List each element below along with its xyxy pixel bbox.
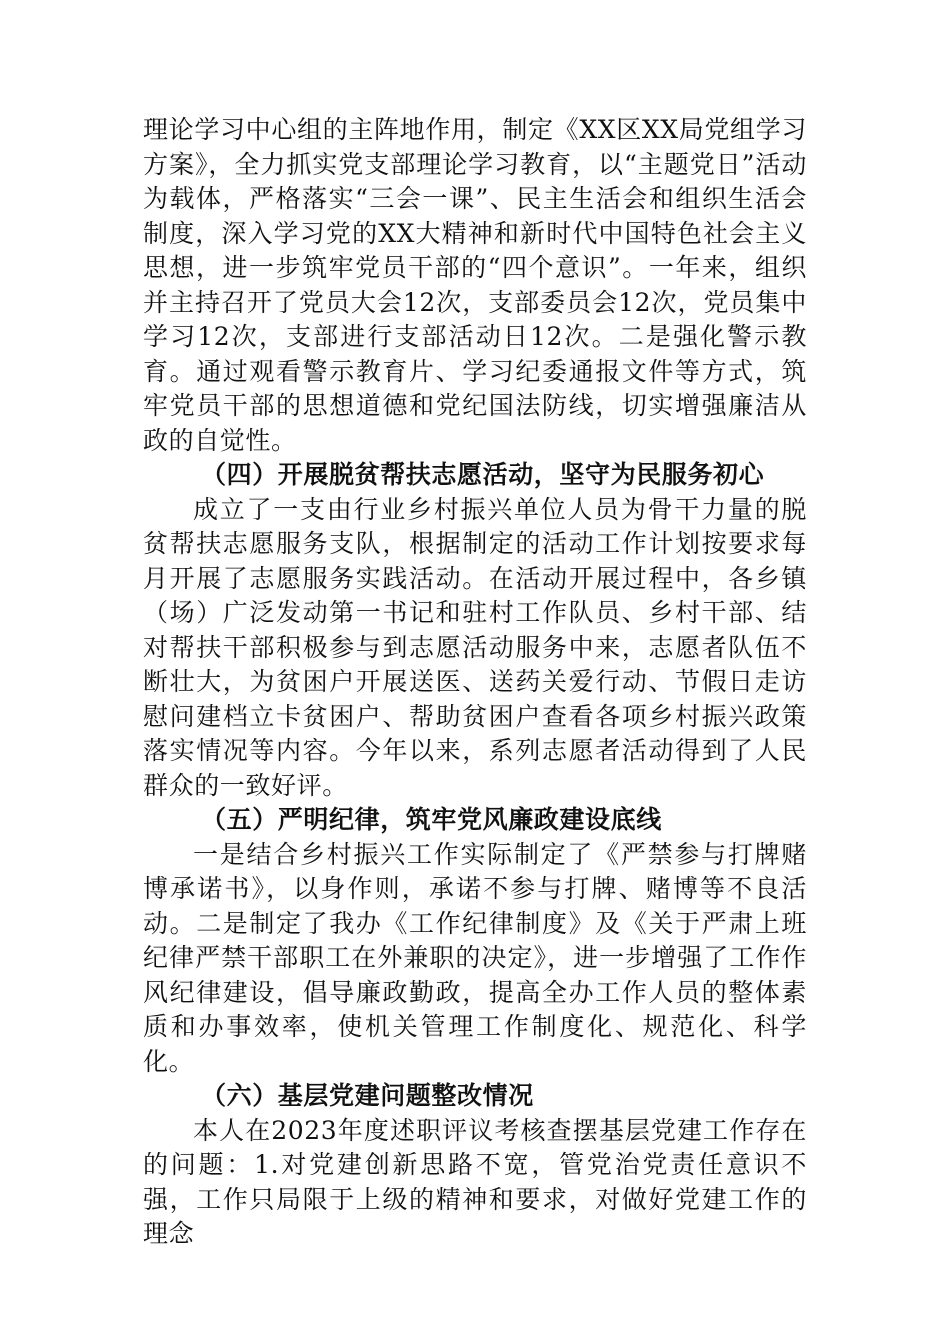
paragraph-study-continued: 理论学习中心组的主阵地作用，制定《XX区XX局党组学习方案》，全力抓实党支部理论学习教育，以“主题党日”活动为载体，严格落实“三会一课”、民主生活会和组织生活会制度，深入学习党的XX大精神和新时代中国特色社会主义思想，进一步筑牢党员干部的“四个意识”。一年来，组织并主持召开了党员大会12次，支部委员会12次，党员集中学习12次，支部进行支部活动日12次。二是强化警示教育。通过观看警示教育片、学习纪委通报文件等方式，筑牢党员干部的思想道德和党纪国法防线，切实增强廉洁从政的自觉性。 (143, 115, 807, 455)
section-heading-6: （六）基层党建问题整改情况 (201, 1081, 534, 1110)
paragraph-volunteer-activities: 成立了一支由行业乡村振兴单位人员为骨干力量的脱贫帮扶志愿服务支队，根据制定的活动工作计划按要求每月开展了志愿服务实践活动。在活动开展过程中，各乡镇（场）广泛发动第一书记和驻村工作队员、乡村干部、结对帮扶干部积极参与到志愿活动服务中来，志愿者队伍不断壮大，为贫困户开展送医、送药关爱行动、节假日走访慰问建档立卡贫困户、帮助贫困户查看各项乡村振兴政策落实情况等内容。今年以来，系列志愿者活动得到了人民群众的一致好评。 (143, 494, 807, 800)
section-heading-4: （四）开展脱贫帮扶志愿活动，坚守为民服务初心 (201, 460, 765, 489)
section-heading-5: （五）严明纪律，筑牢党风廉政建设底线 (201, 805, 662, 834)
paragraph-rectification: 本人在2023年度述职评议考核查摆基层党建工作存在的问题：1.对党建创新思路不宽，管党治党责任意识不强，工作只局限于上级的精神和要求，对做好党建工作的理念 (143, 1115, 807, 1248)
document-page (143, 113, 807, 1252)
paragraph-discipline: 一是结合乡村振兴工作实际制定了《严禁参与打牌赌博承诺书》，以身作则，承诺不参与打牌、赌博等不良活动。二是制定了我办《工作纪律制度》及《关于严肃上班纪律严禁干部职工在外兼职的决定》，进一步增强了工作作风纪律建设，倡导廉政勤政，提高全办工作人员的整体素质和办事效率，使机关管理工作制度化、规范化、科学化。 (143, 839, 807, 1076)
